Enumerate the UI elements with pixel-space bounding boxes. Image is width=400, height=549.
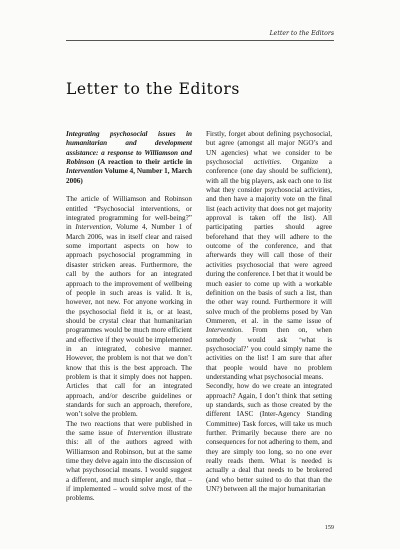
page-number: 159 (324, 524, 334, 531)
left-column (66, 130, 192, 504)
body-text: The two reactions that were published in the same issue of (66, 419, 192, 437)
header-rule (66, 40, 334, 41)
body-text: . Organize a conference (one day should be sufficient), with all the big players, ask each one to list what they consider psychosocial activities, and then have a majority vote on the final list (each activity that does not get majority approval is taken off the list). All participating parties should agree beforehand that they will adhere to the outcome of the conference, and that afterwards they will call those of their activities psychosocial that were agreed during the conference. I bet that it would be much easier to come up with a workable definition on the basis of such a list, than the other way round. Furthermore it will solve much of the problems posed by Van Ommeren, et al. in the same issue of (206, 158, 332, 325)
heading-italic-text: Integrating psychosocial issues in humanitarian and development assistance: a response to Williamson and Robinson (66, 130, 192, 167)
body-text: The article of Williamson and Robinson entitled “Psychosocial interventions, or integrated programming for well-being?” in (66, 195, 192, 232)
right-column (206, 130, 332, 494)
journal-name: Intervention (75, 223, 111, 232)
body-text: Firstly, forget about defining psychosocial, but agree (amongst all major NGO’s and UN agencies) what we consider to be psychosocial (206, 130, 332, 167)
emphasis-text: activities (253, 158, 280, 167)
journal-name: Intervention (127, 429, 163, 437)
heading-text: (A reaction to their article in (94, 158, 192, 167)
heading-journal-name: Intervention (66, 167, 103, 176)
body-text: , Volume 4, Number 1 of March 2006, was in itself clear and raised some important aspects on how to approach psychosocial programming in disaster stricken areas. Furthermore, the call by the authors for an integrated approach to the improvement of wellbeing of people in such areas is valid. It is, however, not new. For anyone working in the psychosocial field it is, or at least, should be crystal clear that humanitarian programmes would be much more efficient and effective if they would be implemented in an integrated, cohesive manner. However, the problem is not that we don’t know that this is the best approach. The problem is that it simply does not happen. Articles that call for an integrated approach, and/or describe guidelines or standards for such an approach, therefore, won’t solve the problem. (66, 223, 193, 419)
journal-name: Intervention (206, 326, 242, 335)
page-title: Letter to the Editors (66, 80, 240, 98)
letter-heading (66, 130, 192, 186)
body-text: . From then on, when somebody would ask ‘what is psychosocial?’ you could simply name the activities on the list! I am sure that after that people would have no problem understanding what psychosocial means. (206, 326, 332, 381)
heading-text-2: Volume 4, Number 1, March 2006) (66, 167, 192, 185)
body-paragraph (66, 195, 192, 419)
body-paragraph (66, 420, 192, 504)
body-text: illustrate this: all of the authors agreed with Williamson and Robinson, but at the same time they delve again into the discussion of what psychosocial means. I would suggest a different, and much simpler angle, that – if implemented – would solve most of the problems. (66, 429, 192, 503)
body-paragraph (206, 130, 332, 382)
body-paragraph: Secondly, how do we create an integrated approach? Again, I don’t think that setting up standards, such as those created by the different IASC (Inter-Agency Standing Committee) Task forces, will take us much further. Primarily because there are no consequences for not adhering to them, and they are simply too long, so no one ever really reads them. What is needed is actually a deal that needs to be brokered (and who better suited to do that than the UN?) between all the major humanitarian (206, 382, 332, 494)
running-head: Letter to the Editors (269, 30, 334, 37)
